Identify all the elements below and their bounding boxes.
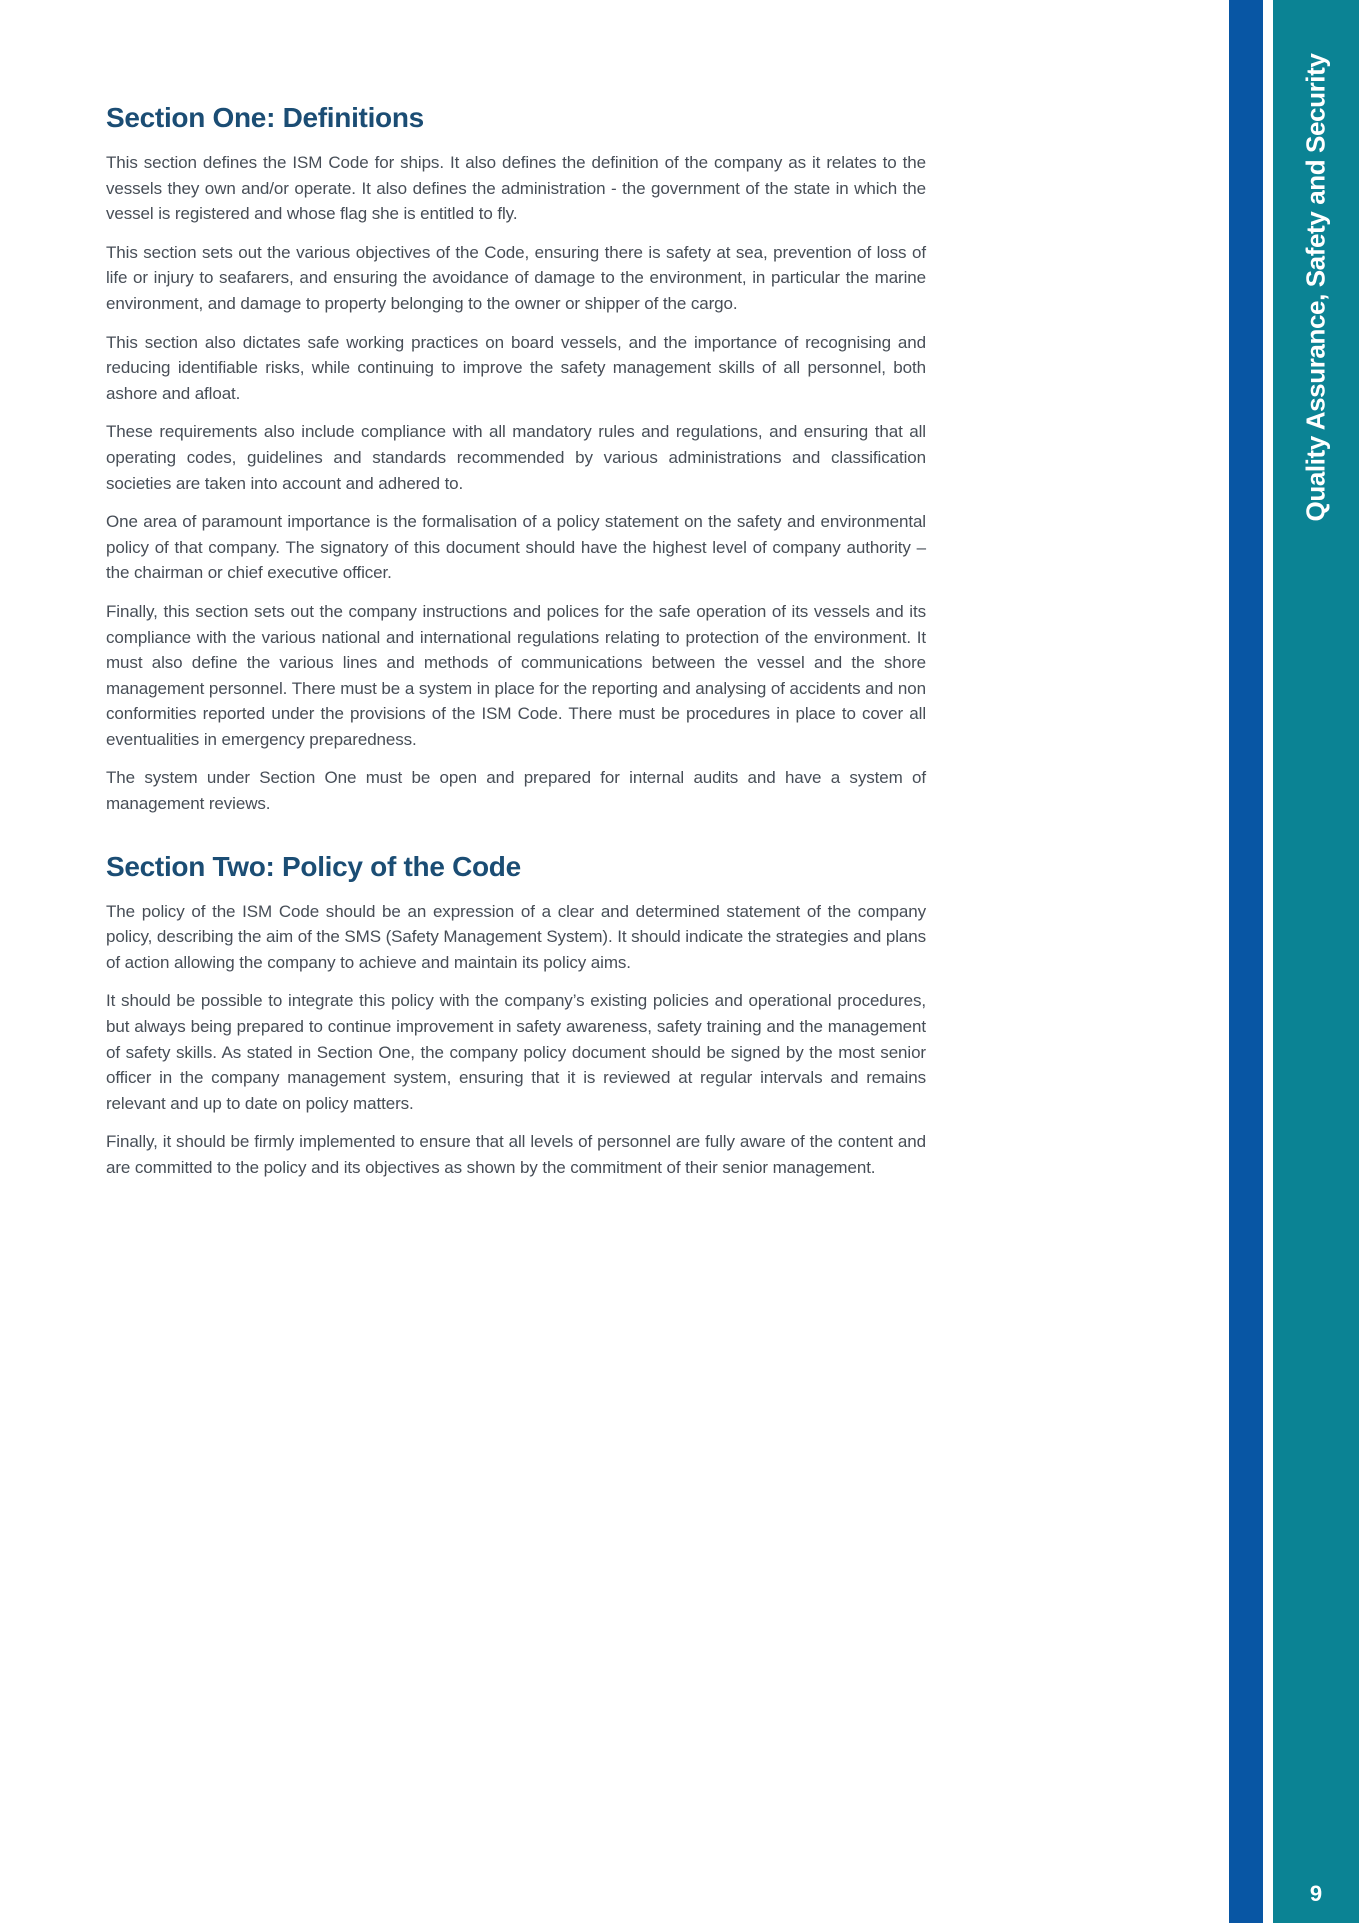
paragraph: The system under Section One must be open and prepared for internal audits and have a system of management reviews. <box>106 768 926 814</box>
paragraph: One area of paramount importance is the formalisation of a policy statement on the safety and environmental policy of that company. The signatory of this document should have the highest level of company authority – the chairman or chief executive officer. <box>106 512 926 583</box>
paragraph: It should be possible to integrate this policy with the company’s existing policies and operational procedures, but always being prepared to continue improvement in safety awareness, safety training and the management of safety skills. As stated in Section One, the company policy document should be signed by the most senior officer in the company management system, ensuring that it is reviewed at regular intervals and remains relevant and up to date on policy matters. <box>106 991 926 1113</box>
paragraph: Finally, this section sets out the company instructions and polices for the safe operation of its vessels and its compliance with the various national and international regulations relating to protection of the environment. It must also define the various lines and methods of communications between the vessel and the shore management personnel. There must be a system in place for the reporting and analysing of accidents and non conformities reported under the provisions of the ISM Code. There must be procedures in place to cover all eventualities in emergency preparedness. <box>106 601 926 749</box>
paragraph: These requirements also include compliance with all mandatory rules and regulations, and ensuring that all operating codes, guidelines and standards recommended by various administrations and classification societies are taken into account and adhered to. <box>106 422 926 493</box>
chapter-side-tab <box>1273 0 1359 1923</box>
paragraph: This section defines the ISM Code for ships. It also defines the definition of the company as it relates to the vessels they own and/or operate. It also defines the administration - the government of the state in which the vessel is registered and whose flag she is entitled to fly. <box>106 153 926 224</box>
paragraph: This section sets out the various objectives of the Code, ensuring there is safety at sea, prevention of loss of life or injury to seafarers, and ensuring the avoidance of damage to the environment, in particular the marine environment, and damage to property belonging to the owner or shipper of the cargo. <box>106 242 926 313</box>
accent-bar <box>1229 0 1263 1923</box>
paragraph: Finally, it should be firmly implemented to ensure that all levels of personnel are fully aware of the content and are committed to the policy and its objectives as shown by the commitment of their senior management. <box>106 1132 926 1177</box>
section-two-heading: Section Two: Policy of the Code <box>106 850 521 882</box>
page-number: 9 <box>1309 1881 1323 1906</box>
chapter-label: Quality Assurance, Safety and Security <box>1300 53 1331 521</box>
paragraph: The policy of the ISM Code should be an expression of a clear and determined statement of the company policy, describing the aim of the SMS (Safety Management System). It should indicate the strategies and plans of action allowing the company to achieve and maintain its policy aims. <box>106 901 926 972</box>
paragraph: This section also dictates safe working practices on board vessels, and the importance of recognising and reducing identifiable risks, while continuing to improve the safety management skills of all personnel, both ashore and afloat. <box>106 332 926 403</box>
chapter-label-box <box>1273 0 1359 574</box>
section-one-heading: Section One: Definitions <box>106 102 424 133</box>
document-body <box>106 0 926 1194</box>
